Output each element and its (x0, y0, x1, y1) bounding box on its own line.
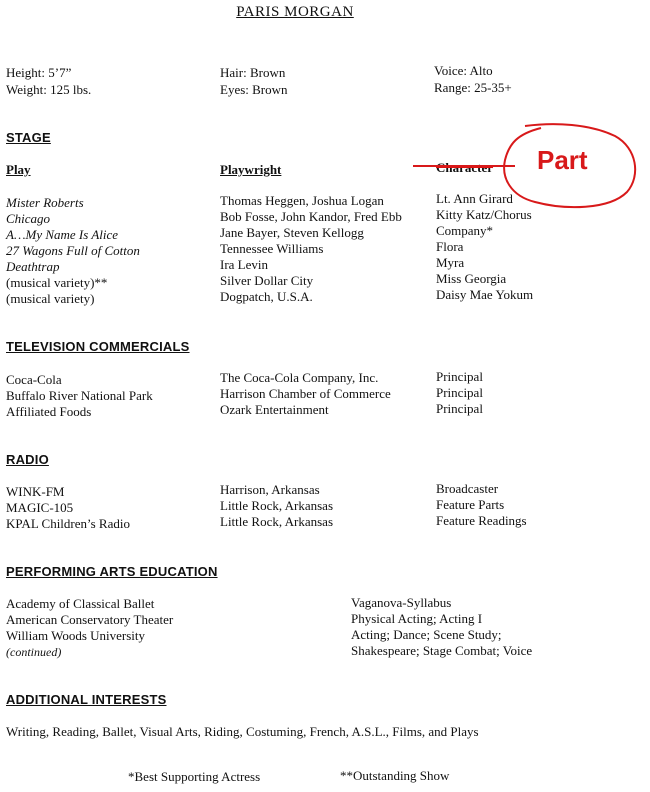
range-stat: Range: 25-35+ (434, 80, 512, 95)
play-title: Deathtrap (6, 259, 60, 274)
play-title: Chicago (6, 211, 51, 226)
school: William Woods University (6, 628, 146, 643)
character: Daisy Mae Yokum (436, 287, 534, 302)
character: Miss Georgia (436, 271, 507, 286)
character: Myra (436, 255, 465, 270)
tv-heading: TELEVISION COMMERCIALS (6, 339, 190, 354)
radio-location: Little Rock, Arkansas (220, 514, 334, 529)
character: Lt. Ann Girard (436, 191, 513, 206)
tv-product: Affiliated Foods (6, 404, 92, 419)
tv-role: Principal (436, 385, 483, 400)
radio-locations-column (220, 482, 333, 530)
training-column (351, 595, 532, 659)
radio-station: MAGIC-105 (6, 500, 74, 515)
tv-company: Ozark Entertainment (220, 402, 329, 417)
resume-name: PARIS MORGAN (236, 4, 354, 20)
footnote-best-actress: *Best Supporting Actress (128, 769, 261, 784)
playwright: Jane Bayer, Steven Kellogg (220, 225, 364, 240)
radio-location: Harrison, Arkansas (220, 482, 320, 497)
tv-product: Buffalo River National Park (6, 388, 153, 403)
school: Academy of Classical Ballet (6, 596, 155, 611)
plays-column (6, 195, 140, 307)
radio-stations-column (6, 484, 130, 532)
tv-products-column (6, 372, 153, 420)
training-item: Shakespeare; Stage Combat; Voice (351, 643, 533, 658)
playwright: Dogpatch, U.S.A. (220, 289, 313, 304)
character: Flora (436, 239, 464, 254)
radio-roles-column (436, 481, 527, 529)
character: Kitty Katz/Chorus (436, 207, 532, 222)
character-column-header: Character (436, 160, 494, 175)
radio-station: KPAL Children’s Radio (6, 516, 130, 531)
tv-role: Principal (436, 401, 483, 416)
training-item: Acting; Dance; Scene Study; (351, 627, 502, 642)
schools-column (6, 596, 173, 660)
playwright: Thomas Heggen, Joshua Logan (220, 193, 384, 208)
play-title: 27 Wagons Full of Cotton (6, 243, 140, 258)
playwrights-column (220, 193, 402, 305)
stats-col-2 (220, 64, 288, 98)
voice-stat: Voice: Alto (434, 63, 493, 78)
school: American Conservatory Theater (6, 612, 174, 627)
footnote-outstanding-show: **Outstanding Show (340, 768, 450, 783)
playwright: Silver Dollar City (220, 273, 314, 288)
annotation-part-label: Part (537, 145, 588, 175)
tv-companies-column (220, 370, 391, 418)
radio-role: Broadcaster (436, 481, 499, 496)
eyes-stat: Eyes: Brown (220, 82, 288, 97)
hair-stat: Hair: Brown (220, 65, 286, 80)
education-heading: PERFORMING ARTS EDUCATION (6, 564, 218, 579)
radio-role: Feature Parts (436, 497, 505, 512)
stage-heading: STAGE (6, 130, 51, 145)
tv-product: Coca-Cola (6, 372, 62, 387)
continued-note: (continued) (6, 645, 62, 659)
tv-company: The Coca-Cola Company, Inc. (220, 370, 379, 385)
radio-station: WINK-FM (6, 484, 65, 499)
stats-col-3 (434, 62, 512, 96)
training-item: Physical Acting; Acting I (351, 611, 483, 626)
tv-role: Principal (436, 369, 483, 384)
tv-roles-column (436, 369, 483, 417)
radio-heading: RADIO (6, 452, 49, 467)
training-item: Vaganova-Syllabus (351, 595, 452, 610)
playwright: Bob Fosse, John Kandor, Fred Ebb (220, 209, 402, 224)
playwright-column-header: Playwright (220, 162, 282, 177)
height-stat: Height: 5’7” (6, 65, 72, 80)
stats-col-1 (6, 64, 91, 98)
playwright: Ira Levin (220, 257, 269, 272)
weight-stat: Weight: 125 lbs. (6, 82, 92, 97)
tv-company: Harrison Chamber of Commerce (220, 386, 391, 401)
characters-column (436, 191, 533, 303)
play-title: (musical variety) (6, 291, 95, 306)
radio-role: Feature Readings (436, 513, 527, 528)
play-column-header: Play (6, 162, 31, 177)
character: Company* (436, 223, 494, 238)
play-title: Mister Roberts (6, 195, 84, 210)
radio-location: Little Rock, Arkansas (220, 498, 334, 513)
play-title: A…My Name Is Alice (6, 227, 119, 242)
playwright: Tennessee Williams (220, 241, 324, 256)
interests-heading: ADDITIONAL INTERESTS (6, 692, 167, 707)
interests-text: Writing, Reading, Ballet, Visual Arts, Riding, Costuming, French, A.S.L., Films, and Plays (6, 724, 479, 739)
play-title: (musical variety)** (6, 275, 108, 290)
